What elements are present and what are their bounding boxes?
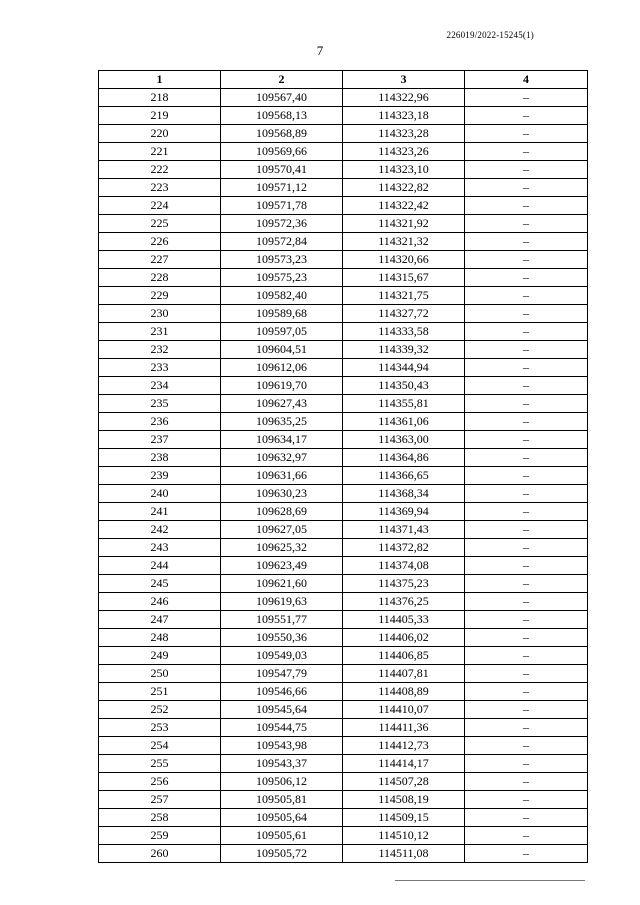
y-coordinate-cell: 114406,85: [343, 647, 465, 665]
x-coordinate-cell: 109545,64: [221, 701, 343, 719]
x-coordinate-cell: 109543,98: [221, 737, 343, 755]
x-coordinate-cell: 109505,72: [221, 845, 343, 863]
x-coordinate-cell: 109505,81: [221, 791, 343, 809]
point-number-cell: 222: [99, 161, 221, 179]
table-row: [99, 755, 588, 773]
y-coordinate-cell: 114363,00: [343, 431, 465, 449]
column-4-cell: –: [465, 629, 588, 647]
table-row: [99, 575, 588, 593]
x-coordinate-cell: 109627,05: [221, 521, 343, 539]
point-number-cell: 230: [99, 305, 221, 323]
y-coordinate-cell: 114510,12: [343, 827, 465, 845]
table-row: [99, 629, 588, 647]
point-number-cell: 260: [99, 845, 221, 863]
x-coordinate-cell: 109550,36: [221, 629, 343, 647]
column-4-cell: –: [465, 89, 588, 107]
y-coordinate-cell: 114323,28: [343, 125, 465, 143]
column-4-cell: –: [465, 287, 588, 305]
point-number-cell: 259: [99, 827, 221, 845]
y-coordinate-cell: 114322,42: [343, 197, 465, 215]
x-coordinate-cell: 109623,49: [221, 557, 343, 575]
x-coordinate-cell: 109573,23: [221, 251, 343, 269]
column-4-cell: –: [465, 197, 588, 215]
column-4-cell: –: [465, 233, 588, 251]
x-coordinate-cell: 109551,77: [221, 611, 343, 629]
point-number-cell: 245: [99, 575, 221, 593]
table-row: [99, 305, 588, 323]
point-number-cell: 241: [99, 503, 221, 521]
column-4-cell: –: [465, 467, 588, 485]
x-coordinate-cell: 109543,37: [221, 755, 343, 773]
point-number-cell: 218: [99, 89, 221, 107]
x-coordinate-cell: 109546,66: [221, 683, 343, 701]
table-row: [99, 395, 588, 413]
y-coordinate-cell: 114372,82: [343, 539, 465, 557]
x-coordinate-cell: 109621,60: [221, 575, 343, 593]
point-number-cell: 219: [99, 107, 221, 125]
y-coordinate-cell: 114327,72: [343, 305, 465, 323]
y-coordinate-cell: 114511,08: [343, 845, 465, 863]
y-coordinate-cell: 114339,32: [343, 341, 465, 359]
table-row: [99, 503, 588, 521]
table-row: [99, 449, 588, 467]
table-row: [99, 125, 588, 143]
y-coordinate-cell: 114507,28: [343, 773, 465, 791]
x-coordinate-cell: 109569,66: [221, 143, 343, 161]
y-coordinate-cell: 114323,18: [343, 107, 465, 125]
table-row: [99, 791, 588, 809]
column-4-cell: –: [465, 485, 588, 503]
point-number-cell: 252: [99, 701, 221, 719]
column-4-cell: –: [465, 791, 588, 809]
table-row: [99, 143, 588, 161]
header-col-3: 3: [343, 71, 465, 89]
y-coordinate-cell: 114355,81: [343, 395, 465, 413]
point-number-cell: 255: [99, 755, 221, 773]
column-4-cell: –: [465, 215, 588, 233]
x-coordinate-cell: 109568,13: [221, 107, 343, 125]
table-body: [99, 89, 588, 863]
y-coordinate-cell: 114322,96: [343, 89, 465, 107]
point-number-cell: 233: [99, 359, 221, 377]
table-row: [99, 161, 588, 179]
y-coordinate-cell: 114508,19: [343, 791, 465, 809]
column-4-cell: –: [465, 539, 588, 557]
x-coordinate-cell: 109619,70: [221, 377, 343, 395]
y-coordinate-cell: 114407,81: [343, 665, 465, 683]
column-4-cell: –: [465, 557, 588, 575]
point-number-cell: 248: [99, 629, 221, 647]
y-coordinate-cell: 114411,36: [343, 719, 465, 737]
y-coordinate-cell: 114412,73: [343, 737, 465, 755]
point-number-cell: 220: [99, 125, 221, 143]
table-row: [99, 719, 588, 737]
table-row: [99, 233, 588, 251]
table-row: [99, 827, 588, 845]
table-header-row: [99, 71, 588, 89]
y-coordinate-cell: 114323,26: [343, 143, 465, 161]
x-coordinate-cell: 109628,69: [221, 503, 343, 521]
y-coordinate-cell: 114371,43: [343, 521, 465, 539]
column-4-cell: –: [465, 611, 588, 629]
column-4-cell: –: [465, 575, 588, 593]
column-4-cell: –: [465, 593, 588, 611]
table-row: [99, 377, 588, 395]
column-4-cell: –: [465, 341, 588, 359]
header-col-1: 1: [99, 71, 221, 89]
column-4-cell: –: [465, 323, 588, 341]
column-4-cell: –: [465, 179, 588, 197]
column-4-cell: –: [465, 665, 588, 683]
column-4-cell: –: [465, 773, 588, 791]
table-row: [99, 665, 588, 683]
y-coordinate-cell: 114323,10: [343, 161, 465, 179]
table-row: [99, 683, 588, 701]
column-4-cell: –: [465, 719, 588, 737]
y-coordinate-cell: 114408,89: [343, 683, 465, 701]
table-row: [99, 413, 588, 431]
x-coordinate-cell: 109625,32: [221, 539, 343, 557]
page-number: 7: [316, 43, 324, 58]
column-4-cell: –: [465, 269, 588, 287]
table-row: [99, 89, 588, 107]
column-4-cell: –: [465, 845, 588, 863]
y-coordinate-cell: 114369,94: [343, 503, 465, 521]
point-number-cell: 258: [99, 809, 221, 827]
column-4-cell: –: [465, 827, 588, 845]
x-coordinate-cell: 109619,63: [221, 593, 343, 611]
x-coordinate-cell: 109634,17: [221, 431, 343, 449]
column-4-cell: –: [465, 683, 588, 701]
x-coordinate-cell: 109627,43: [221, 395, 343, 413]
table-row: [99, 359, 588, 377]
document-number: 226019/2022-15245(1): [446, 30, 534, 40]
header-col-4: 4: [465, 71, 588, 89]
x-coordinate-cell: 109505,64: [221, 809, 343, 827]
point-number-cell: 246: [99, 593, 221, 611]
point-number-cell: 256: [99, 773, 221, 791]
column-4-cell: –: [465, 377, 588, 395]
x-coordinate-cell: 109570,41: [221, 161, 343, 179]
point-number-cell: 253: [99, 719, 221, 737]
x-coordinate-cell: 109630,23: [221, 485, 343, 503]
point-number-cell: 251: [99, 683, 221, 701]
table-row: [99, 737, 588, 755]
point-number-cell: 223: [99, 179, 221, 197]
column-4-cell: –: [465, 107, 588, 125]
coordinates-table: [98, 70, 588, 863]
point-number-cell: 234: [99, 377, 221, 395]
table-row: [99, 809, 588, 827]
y-coordinate-cell: 114375,23: [343, 575, 465, 593]
point-number-cell: 237: [99, 431, 221, 449]
table-row: [99, 593, 588, 611]
x-coordinate-cell: 109549,03: [221, 647, 343, 665]
point-number-cell: 254: [99, 737, 221, 755]
point-number-cell: 238: [99, 449, 221, 467]
y-coordinate-cell: 114368,34: [343, 485, 465, 503]
table-row: [99, 845, 588, 863]
x-coordinate-cell: 109575,23: [221, 269, 343, 287]
point-number-cell: 227: [99, 251, 221, 269]
x-coordinate-cell: 109568,89: [221, 125, 343, 143]
point-number-cell: 236: [99, 413, 221, 431]
column-4-cell: –: [465, 647, 588, 665]
y-coordinate-cell: 114374,08: [343, 557, 465, 575]
table-row: [99, 251, 588, 269]
x-coordinate-cell: 109571,12: [221, 179, 343, 197]
point-number-cell: 243: [99, 539, 221, 557]
y-coordinate-cell: 114321,92: [343, 215, 465, 233]
table-row: [99, 467, 588, 485]
point-number-cell: 231: [99, 323, 221, 341]
table-row: [99, 521, 588, 539]
y-coordinate-cell: 114320,66: [343, 251, 465, 269]
table-row: [99, 701, 588, 719]
table-row: [99, 197, 588, 215]
x-coordinate-cell: 109544,75: [221, 719, 343, 737]
column-4-cell: –: [465, 503, 588, 521]
point-number-cell: 240: [99, 485, 221, 503]
column-4-cell: –: [465, 737, 588, 755]
x-coordinate-cell: 109604,51: [221, 341, 343, 359]
y-coordinate-cell: 114350,43: [343, 377, 465, 395]
column-4-cell: –: [465, 251, 588, 269]
x-coordinate-cell: 109597,05: [221, 323, 343, 341]
table-row: [99, 539, 588, 557]
table-row: [99, 215, 588, 233]
y-coordinate-cell: 114410,07: [343, 701, 465, 719]
x-coordinate-cell: 109506,12: [221, 773, 343, 791]
x-coordinate-cell: 109631,66: [221, 467, 343, 485]
y-coordinate-cell: 114361,06: [343, 413, 465, 431]
table-row: [99, 773, 588, 791]
point-number-cell: 257: [99, 791, 221, 809]
y-coordinate-cell: 114321,32: [343, 233, 465, 251]
y-coordinate-cell: 114344,94: [343, 359, 465, 377]
y-coordinate-cell: 114509,15: [343, 809, 465, 827]
point-number-cell: 225: [99, 215, 221, 233]
column-4-cell: –: [465, 755, 588, 773]
y-coordinate-cell: 114405,33: [343, 611, 465, 629]
x-coordinate-cell: 109567,40: [221, 89, 343, 107]
y-coordinate-cell: 114333,58: [343, 323, 465, 341]
y-coordinate-cell: 114321,75: [343, 287, 465, 305]
point-number-cell: 224: [99, 197, 221, 215]
x-coordinate-cell: 109571,78: [221, 197, 343, 215]
column-4-cell: –: [465, 431, 588, 449]
x-coordinate-cell: 109589,68: [221, 305, 343, 323]
x-coordinate-cell: 109612,06: [221, 359, 343, 377]
x-coordinate-cell: 109572,36: [221, 215, 343, 233]
point-number-cell: 226: [99, 233, 221, 251]
point-number-cell: 228: [99, 269, 221, 287]
table-row: [99, 107, 588, 125]
table-row: [99, 269, 588, 287]
table-row: [99, 647, 588, 665]
x-coordinate-cell: 109505,61: [221, 827, 343, 845]
point-number-cell: 242: [99, 521, 221, 539]
column-4-cell: –: [465, 413, 588, 431]
table-row: [99, 323, 588, 341]
point-number-cell: 250: [99, 665, 221, 683]
point-number-cell: 247: [99, 611, 221, 629]
x-coordinate-cell: 109547,79: [221, 665, 343, 683]
table-row: [99, 341, 588, 359]
x-coordinate-cell: 109582,40: [221, 287, 343, 305]
bottom-rule: [395, 880, 585, 881]
column-4-cell: –: [465, 809, 588, 827]
table-row: [99, 179, 588, 197]
table-row: [99, 485, 588, 503]
column-4-cell: –: [465, 143, 588, 161]
column-4-cell: –: [465, 701, 588, 719]
y-coordinate-cell: 114406,02: [343, 629, 465, 647]
y-coordinate-cell: 114322,82: [343, 179, 465, 197]
header-col-2: 2: [221, 71, 343, 89]
y-coordinate-cell: 114414,17: [343, 755, 465, 773]
y-coordinate-cell: 114364,86: [343, 449, 465, 467]
column-4-cell: –: [465, 395, 588, 413]
point-number-cell: 232: [99, 341, 221, 359]
column-4-cell: –: [465, 125, 588, 143]
point-number-cell: 229: [99, 287, 221, 305]
point-number-cell: 235: [99, 395, 221, 413]
column-4-cell: –: [465, 359, 588, 377]
y-coordinate-cell: 114315,67: [343, 269, 465, 287]
point-number-cell: 221: [99, 143, 221, 161]
point-number-cell: 239: [99, 467, 221, 485]
y-coordinate-cell: 114366,65: [343, 467, 465, 485]
table-row: [99, 431, 588, 449]
table-row: [99, 611, 588, 629]
column-4-cell: –: [465, 305, 588, 323]
column-4-cell: –: [465, 521, 588, 539]
column-4-cell: –: [465, 449, 588, 467]
table-row: [99, 287, 588, 305]
column-4-cell: –: [465, 161, 588, 179]
x-coordinate-cell: 109632,97: [221, 449, 343, 467]
table-row: [99, 557, 588, 575]
x-coordinate-cell: 109635,25: [221, 413, 343, 431]
x-coordinate-cell: 109572,84: [221, 233, 343, 251]
y-coordinate-cell: 114376,25: [343, 593, 465, 611]
point-number-cell: 249: [99, 647, 221, 665]
point-number-cell: 244: [99, 557, 221, 575]
